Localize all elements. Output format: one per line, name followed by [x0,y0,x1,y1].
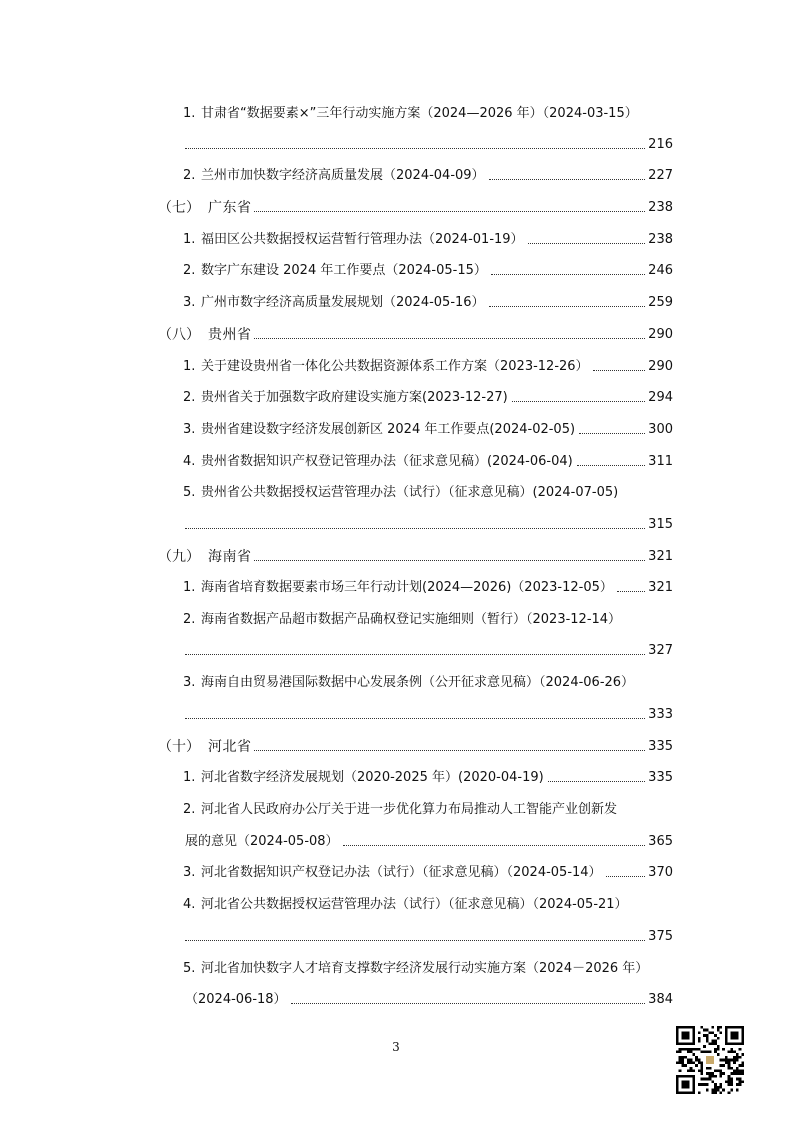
toc-entry-title: 海南省数据产品超市数据产品确权登记实施细则（暂行）（2023-12-14） [201,612,622,627]
toc-page-number: 365 [648,834,673,849]
toc-entry[interactable] [0,768,793,788]
toc-entry[interactable] [0,927,793,947]
toc-entry-number: 2. [183,263,196,278]
toc-page-number: 370 [648,865,673,880]
toc-entry-title: 广州市数字经济高质量发展规划（2024-05-16） [201,295,485,310]
toc-entry-title: 海南省培育数据要素市场三年行动计划(2024—2026)（2023-12-05） [201,580,613,595]
toc-entry-number: 1. [183,580,196,595]
leader-dots [254,211,645,212]
toc-page-number: 227 [648,168,673,183]
toc-entry-title: 河北省公共数据授权运营管理办法（试行）（征求意见稿）（2024-05-21） [201,897,628,912]
toc-page-number: 315 [648,517,673,532]
toc-entry[interactable] [0,388,793,408]
toc-entry-title: 河北省数据知识产权登记办法（试行）（征求意见稿）（2024-05-14） [201,865,602,880]
toc-section[interactable] [0,198,793,218]
toc-entry-title: 贵州省公共数据授权运营管理办法（试行）（征求意见稿）(2024-07-05) [201,485,619,500]
toc-entry-number: 3. [183,865,196,880]
toc-entry[interactable] [0,293,793,313]
toc-entry[interactable] [0,863,793,883]
toc-entry[interactable] [0,452,793,472]
toc-page-number: 216 [648,137,673,152]
toc-page-number: 290 [648,327,673,342]
leader-dots [489,306,645,307]
toc-entry[interactable] [0,990,793,1010]
toc-entry[interactable] [0,230,793,250]
toc-entry-title: 河北省数字经济发展规划（2020-2025 年）(2020-04-19) [201,770,544,785]
toc-page-number: 333 [648,707,673,722]
toc-section-title: 广东省 [208,200,252,216]
toc-entry[interactable] [0,104,793,124]
toc-entry-title: 关于建设贵州省一体化公共数据资源体系工作方案（2023-12-26） [201,359,589,374]
leader-dots [185,654,645,655]
toc-entry[interactable] [0,135,793,155]
toc-page-number: 311 [648,454,673,469]
leader-dots [185,148,645,149]
leader-dots [606,876,645,877]
leader-dots [491,274,645,275]
toc-entry[interactable] [0,705,793,725]
toc-entry[interactable] [0,800,793,820]
toc-entry-number: 3. [183,422,196,437]
toc-entry[interactable] [0,261,793,281]
leader-dots [291,1003,645,1004]
toc-entry-title: 福田区公共数据授权运营暂行管理办法（2024-01-19） [201,232,524,247]
toc-entry-title: 数字广东建设 2024 年工作要点（2024-05-15） [201,263,487,278]
toc-page-number: 321 [648,549,673,564]
toc-page-number: 238 [648,232,673,247]
toc-page-number: 321 [648,580,673,595]
toc-entry-number: 1. [183,359,196,374]
toc-section-title: 贵州省 [208,327,252,343]
toc-entry-title: 展的意见（2024-05-08） [185,834,339,849]
toc-page-number: 335 [648,770,673,785]
toc-entry-title: 河北省加快数字人才培育支撑数字经济发展行动实施方案（2024－2026 年） [201,961,649,976]
toc-page-number: 294 [648,390,673,405]
toc-entry-title: 兰州市加快数字经济高质量发展（2024-04-09） [201,168,485,183]
leader-dots [548,781,645,782]
toc-section-title: 河北省 [208,739,252,755]
toc-entry[interactable] [0,357,793,377]
toc-page-number: 300 [648,422,673,437]
toc-entry-number: 1. [183,232,196,247]
toc-entry-number: 4. [183,897,196,912]
qr-code-icon [676,1026,744,1094]
leader-dots [254,560,645,561]
toc-entry-title: 甘肃省“数据要素×”三年行动实施方案（2024—2026 年）（2024-03-15） [201,106,638,121]
toc-entry-number: 2. [183,612,196,627]
toc-section-number: （十） [158,739,200,755]
toc-page-number: 238 [648,200,673,215]
toc-entry-number: 4. [183,454,196,469]
toc-entry-number: 5. [183,961,196,976]
toc-page-number: 246 [648,263,673,278]
toc-page-number: 290 [648,359,673,374]
leader-dots [617,591,645,592]
leader-dots [528,243,645,244]
toc-page-number: 335 [648,739,673,754]
toc-entry-title: 贵州省建设数字经济发展创新区 2024 年工作要点(2024-02-05) [201,422,576,437]
toc-section-title: 海南省 [208,549,252,565]
toc-entry[interactable] [0,578,793,598]
toc-entry-title: 河北省人民政府办公厅关于进一步优化算力布局推动人工智能产业创新发 [201,802,618,817]
toc-entry[interactable] [0,610,793,630]
toc-entry[interactable] [0,673,793,693]
toc-entry[interactable] [0,959,793,979]
leader-dots [512,401,645,402]
toc-entry-number: 2. [183,802,196,817]
toc-section-number: （九） [158,549,200,565]
toc-entry-title: （2024-06-18） [185,992,287,1007]
toc-entry-number: 3. [183,295,196,310]
toc-entry-title: 贵州省数据知识产权登记管理办法（征求意见稿）(2024-06-04) [201,454,573,469]
toc-entry-number: 1. [183,770,196,785]
toc-entry[interactable] [0,420,793,440]
toc-entry-title: 贵州省关于加强数字政府建设实施方案(2023-12-27) [201,390,508,405]
leader-dots [254,338,645,339]
toc-entry-number: 2. [183,168,196,183]
leader-dots [185,940,645,941]
toc-entry[interactable] [0,895,793,915]
toc-entry-number: 1. [183,106,196,121]
toc-section-number: （七） [158,200,200,216]
toc-page-number: 259 [648,295,673,310]
leader-dots [489,179,645,180]
leader-dots [185,718,645,719]
toc-page-number: 375 [648,929,673,944]
toc-section-number: （八） [158,327,200,343]
toc-page-number: 384 [648,992,673,1007]
leader-dots [343,845,645,846]
toc-entry-number: 2. [183,390,196,405]
toc-entry-number: 3. [183,675,196,690]
toc-entry[interactable] [0,641,793,661]
toc-page-number: 327 [648,643,673,658]
toc-section[interactable] [0,325,793,345]
leader-dots [254,750,645,751]
leader-dots [579,433,645,434]
toc-entry-number: 5. [183,485,196,500]
toc-section[interactable] [0,737,793,757]
toc-entry[interactable] [0,515,793,535]
toc-entry-title: 海南自由贸易港国际数据中心发展条例（公开征求意见稿）（2024-06-26） [201,675,635,690]
toc-entry[interactable] [0,166,793,186]
leader-dots [577,465,645,466]
toc-section[interactable] [0,547,793,567]
toc-entry[interactable] [0,483,793,503]
leader-dots [185,528,645,529]
leader-dots [593,370,645,371]
toc-entry[interactable] [0,832,793,852]
page-number: 3 [392,1040,400,1054]
